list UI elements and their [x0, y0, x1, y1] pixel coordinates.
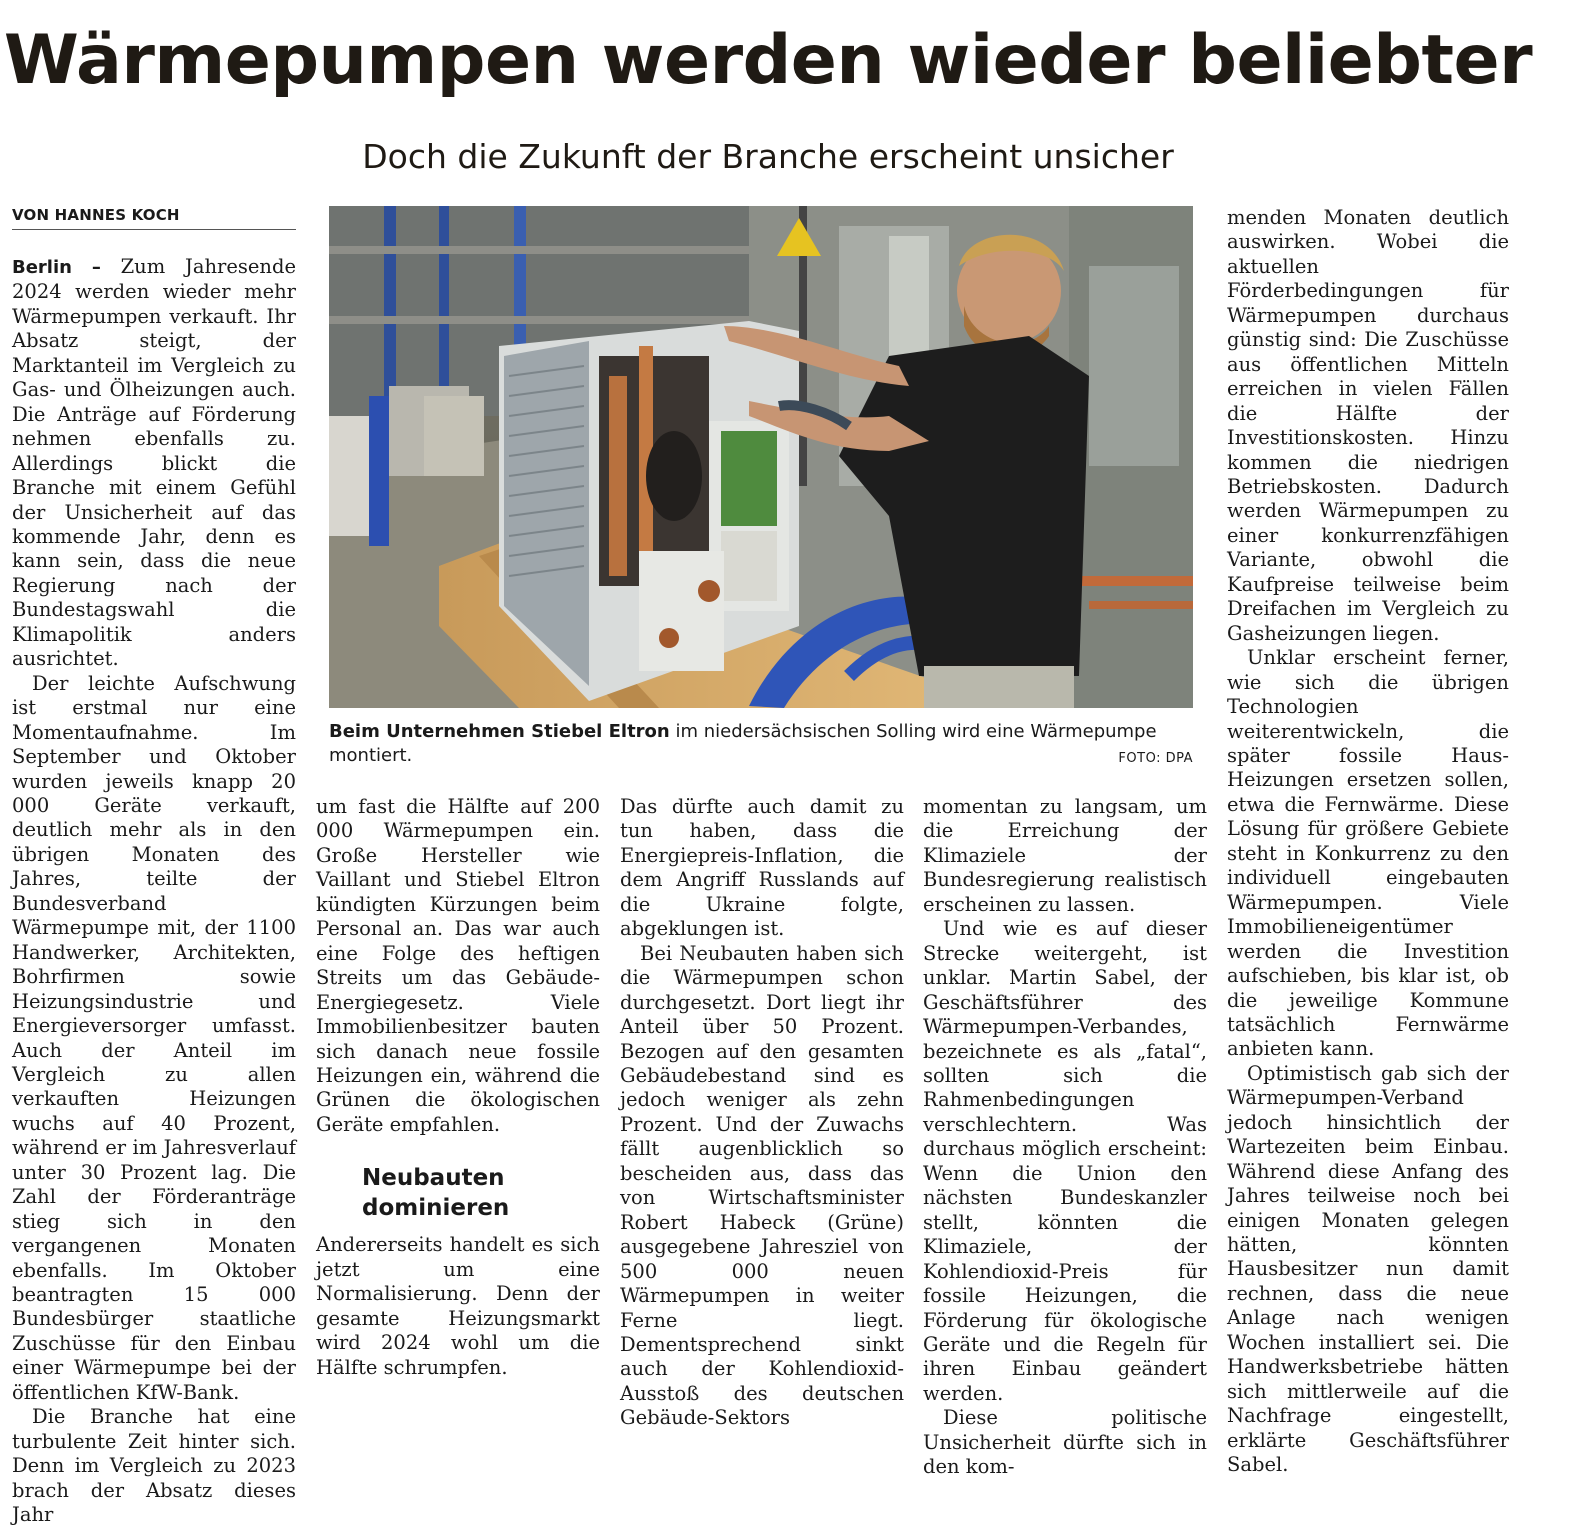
- photo-credit: FOTO: DPA: [1118, 751, 1193, 766]
- paragraph: menden Monaten deutlich auswirken. Wobei die aktuellen Förderbedingungen für Wärmepumpen durchaus günstig sind: Die Zuschüsse aus öffentlichen Mitteln erreichen in vielen Fällen die Hälfte der Investitionskosten. Hinzu kommen die niedrigen Betriebskosten. Dadurch werden Wärmepumpen zu einer konkurrenzfähigen Variante, obwohl die Kaufpreise teilweise beim Dreifachen im Vergleich zu Gasheizungen liegen.: [1227, 206, 1509, 645]
- paragraph: Und wie es auf dieser Strecke weitergeht, ist unklar. Martin Sabel, der Geschäftsführer des Wärmepumpen-Verbandes, bezeichnete es als „fatal“, sollten sich die Rahmenbedingungen verschlechtern. Was durchaus möglich erscheint: Wenn die Union den nächsten Bundeskanzler stellt, könnten die Klimaziele, der Kohlendioxid-Preis für fossile Heizungen, die Förderung für ökologische Geräte und die Regeln für ihren Einbau geändert werden.: [923, 917, 1207, 1405]
- byline: VON HANNES KOCH: [12, 206, 296, 230]
- article-column-2: [316, 795, 600, 1379]
- paragraph: Die Branche hat eine turbulente Zeit hinter sich. Denn im Vergleich zu 2023 brach der Absatz dieses Jahr: [12, 1405, 296, 1527]
- paragraph: Andererseits handelt es sich jetzt um eine Normalisierung. Denn der gesamte Heizungsmarkt wird 2024 wohl um die Hälfte schrumpfen.: [316, 1233, 600, 1379]
- caption-highlight: Beim Unternehmen Stiebel Eltron: [329, 721, 670, 742]
- paragraph: Optimistisch gab sich der Wärmepumpen-Verband jedoch hinsichtlich der Wartezeiten beim Einbau. Während diese Anfang des Jahres teilweise noch bei einigen Monaten gelegen hätten, könnten Hausbesitzer nun damit rechnen, dass die neue Anlage nach wenigen Wochen installiert sei. Die Handwerksbetriebe hätten sich mittlerweile auf die Nachfrage eingestellt, erklärte Geschäftsführer Sabel.: [1227, 1061, 1509, 1477]
- paragraph: momentan zu langsam, um die Erreichung der Klimaziele der Bundesregierung realistisch erscheinen zu lassen.: [923, 795, 1207, 916]
- paragraph-text: Zum Jahresende 2024 werden wieder mehr Wärmepumpen verkauft. Ihr Absatz steigt, der Marktanteil im Vergleich zu Gas- und Ölheizungen auch. Die Anträge auf Förderung nehmen ebenfalls zu. Allerdings blickt die Branche mit einem Gefühl der Unsicherheit auf das kommende Jahr, denn es kann sein, dass die neue Regierung nach der Bundestagswahl die Klimapolitik anders ausrichtet.: [12, 255, 297, 671]
- article-column-1: [12, 255, 297, 1527]
- dateline: Berlin –: [12, 257, 101, 278]
- paragraph: um fast die Hälfte auf 200 000 Wärmepumpen ein. Große Hersteller wie Vaillant und Stiebel Eltron kündigten Kürzungen beim Personal an. Das war auch eine Folge des heftigen Streits um das Gebäude-Energiegesetz. Viele Immobilienbesitzer bauten sich danach neue fossile Heizungen ein, während die Grünen die ökologischen Geräte empfahlen.: [316, 795, 600, 1136]
- paragraph: Das dürfte auch damit zu tun haben, dass die Energiepreis-Inflation, die dem Angriff Russlands auf die Ukraine folgte, abgeklungen ist.: [620, 795, 904, 941]
- article-column-5: [1227, 206, 1509, 1477]
- article-column-4: [923, 795, 1207, 1479]
- paragraph: Unklar erscheint ferner, wie sich die übrigen Technologien weiterentwickeln, die später fossile Haus-Heizungen ersetzen sollen, etwa die Fernwärme. Diese Lösung für größere Gebiete steht in Konkurrenz zu den individuell eingebauten Wärmepumpen. Viele Immobilieneigentümer werden die Investition aufschieben, bis klar ist, ob die jeweilige Kommune tatsächlich Fernwärme anbieten kann.: [1227, 646, 1509, 1061]
- subheadline: Doch die Zukunft der Branche erscheint unsicher: [362, 137, 1174, 176]
- paragraph: Bei Neubauten haben sich die Wärmepumpen schon durchgesetzt. Dort liegt ihr Anteil über 50 Prozent. Bezogen auf den gesamten Gebäudebestand sind es jedoch weniger als zehn Prozent. Und der Zuwachs fällt augenblicklich so bescheiden aus, dass das von Wirtschaftsminister Robert Habeck (Grüne) ausgegebene Jahresziel von 500 000 neuen Wärmepumpen in weiter Ferne liegt. Dementsprechend sinkt auch der Kohlendioxid-Ausstoß des deutschen Gebäude-Sektors: [620, 941, 904, 1430]
- article-column-3: [620, 795, 904, 1430]
- photo-heat-pump-assembly: [329, 206, 1193, 708]
- headline: Wärmepumpen werden wieder beliebter: [3, 21, 1533, 100]
- article-photo: [329, 206, 1193, 708]
- caption-text: im niedersächsischen Solling wird eine Wärmepumpe montiert.: [329, 721, 1157, 766]
- paragraph: Diese politische Unsicherheit dürfte sich in den kom-: [923, 1406, 1207, 1479]
- paragraph: [12, 255, 296, 672]
- paragraph: Der leichte Aufschwung ist erstmal nur eine Momentaufnahme. Im September und Oktober wurden jeweils knapp 20 000 Geräte verkauft, deutlich mehr als in den übrigen Monaten des Jahres, teilte der Bundesverband Wärmepumpe mit, der 1100 Handwerker, Architekten, Bohrfirmen sowie Heizungsindustrie und Energieversorger umfasst. Auch der Anteil im Vergleich zu allen verkauften Heizungen wuchs auf 40 Prozent, während er im Jahresverlauf unter 30 Prozent lag. Die Zahl der Förderanträge stieg sich in den vergangenen Monaten ebenfalls. Im Oktober beantragten 15 000 Bundesbürger staatliche Zuschüsse für den Einbau einer Wärmepumpe bei der öffentlichen KfW-Bank.: [12, 671, 296, 1404]
- section-subheading: Neubauten dominieren: [362, 1165, 510, 1222]
